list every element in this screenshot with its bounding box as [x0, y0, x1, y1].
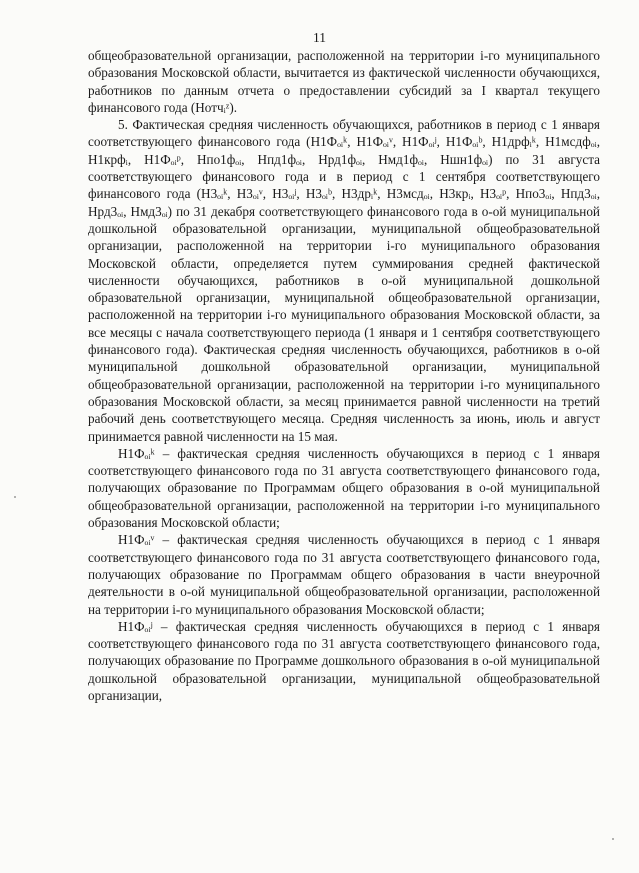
scan-speck	[14, 496, 16, 498]
definition-n1f-j: Н1Фₒᵢʲ – фактическая средняя численность обучающихся в период с 1 января соответствующего финансового года по 31 августа соответствующего финансового года, получающих образование по Программе дошкольного образования в о-ой муниципальной дошкольной образовательной организации, муниципальной общеобразовательной организации,	[88, 618, 600, 703]
document-body	[88, 47, 600, 704]
paragraph-item-5: 5. Фактическая средняя численность обучающихся, работников в период с 1 января соответствующего финансового года (Н1Фₒᵢᵏ, Н1Фₒᵢᵛ, Н1Фₒᵢʲ, Н1Фₒᵢᵇ, Н1дрфᵢᵏ, Н1мсдфₒᵢ, Н1крфᵢ, Н1Фₒᵢᵖ, Нпо1фₒᵢ, Нпд1фₒᵢ, Нрд1фₒᵢ, Нмд1фₒᵢ, Ншн1фₒᵢ) по 31 августа соответствующего финансового года и в период с 1 сентября соответствующего финансового года (Н3ₒᵢᵏ, Н3ₒᵢᵛ, Н3ₒᵢʲ, Н3ₒᵢᵇ, Н3дрᵢᵏ, Н3мсдₒᵢ, Н3крᵢ, Н3ₒᵢᵖ, Нпо3ₒᵢ, Нпд3ₒᵢ, Нрд3ₒᵢ, Нмд3ₒᵢ) по 31 декабря соответствующего финансового года в о-ой муниципальной дошкольной образовательной организации, муниципальной общеобразовательной организации, расположенной на территории i-го муниципального образования Московской области, определяется путем суммирования средней фактической численности обучающихся, работников в о-ой муниципальной дошкольной образовательной организации, муниципальной общеобразовательной организации, расположенной на территории i-го муниципального образования Московской области, за все месяцы с начала соответствующего периода (1 января и 1 сентября соответствующего финансового года). Фактическая средняя численность обучающихся, работников в о-ой муниципальной дошкольной образовательной организации, муниципальной общеобразовательной организации, расположенной на территории i-го муниципального образования Московской области, за месяц принимается равной численности на третий рабочий день соответствующего месяца. Средняя численность за июнь, июль и август принимается равной численности на 15 мая.	[88, 117, 600, 444]
scan-speck	[612, 838, 614, 840]
definition-n1f-k: Н1Фₒᵢᵏ – фактическая средняя численность обучающихся в период с 1 января соответствующего финансового года по 31 августа соответствующего финансового года, получающих образование по Программам общего образования в о-ой муниципальной общеобразовательной организации, расположенной на территории i-го муниципального образования Московской области;	[88, 445, 600, 531]
page-number: 11	[313, 30, 326, 45]
definition-n1f-v: Н1Фₒᵢᵛ – фактическая средняя численность обучающихся в период с 1 января соответствующего финансового года по 31 августа соответствующего финансового года, получающих образование по Программам общего образования в части внеурочной деятельности в о-ой муниципальной общеобразовательной организации, расположенной на территории i-го муниципального образования Московской области;	[88, 532, 600, 617]
paragraph-continuation: общеобразовательной организации, расположенной на территории i-го муниципального образования Московской области, вычитается из фактической численности обучающихся, работников по данным отчета о предоставлении субсидий за I квартал текущего финансового года (Нотчᵢᶻ).	[88, 48, 600, 115]
